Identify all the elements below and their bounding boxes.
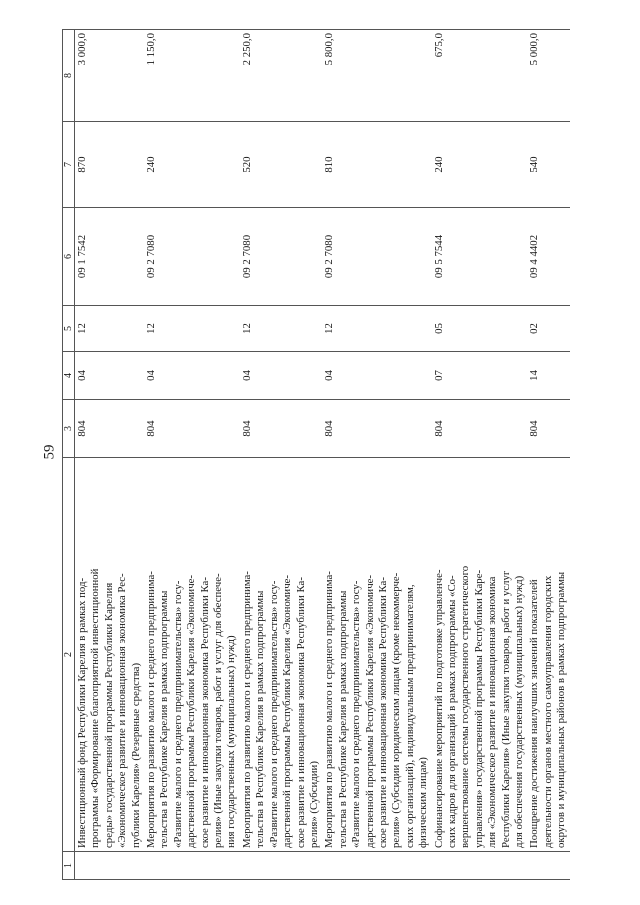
cell-section: 04 <box>75 352 145 400</box>
cell-col-1 <box>240 852 322 880</box>
cell-subsection: 02 <box>527 306 569 352</box>
cell-ministry: 804 <box>527 400 569 458</box>
cell-amount: 2 250,0 <box>240 30 322 122</box>
cell-expense-type: 240 <box>432 122 528 208</box>
cell-section: 04 <box>322 352 431 400</box>
cell-amount: 3 000,0 <box>75 30 145 122</box>
cell-amount: 675,0 <box>432 30 528 122</box>
cell-target-article: 09 2 7080 <box>144 208 240 306</box>
table-row <box>240 30 322 880</box>
cell-section: 07 <box>432 352 528 400</box>
cell-subsection: 12 <box>75 306 145 352</box>
cell-col-1 <box>144 852 240 880</box>
cell-col-1 <box>432 852 528 880</box>
cell-description: Мероприятия по развитию малого и среднего предпринима- тельства в Республике Карелия в рамках подпрограммы «Развитие малого и среднего предпринимательства» госу- дарственной программы Республики Карелия «Экономиче- ское развитие и инновационная экономика Республики Ка- релия» (Иные закупки товаров, работ и услуг для обеспече- ния государственных (муниципальных) нужд) <box>144 458 240 852</box>
cell-description: Инвестиционный фонд Республики Карелия в рамках под- программы «Формирование благоприятной инвестиционной среды» государственной программы Республики Карелия «Экономическое развитие и инновационная экономика Рес- публики Карелия» (Резервные средства) <box>75 458 145 852</box>
cell-subsection: 12 <box>322 306 431 352</box>
rotated-page-content <box>62 30 570 880</box>
cell-description: Мероприятия по развитию малого и среднего предпринима- тельства в Республике Карелия в рамках подпрограммы «Развитие малого и среднего предпринимательства» госу- дарственной программы Республики Карелия «Экономиче- ское развитие и инновационная экономика Республики Ка- релия» (Субсидии юридическим лицам (кроме некоммерче- ских организаций), индивидуальным предпринимателям, физическим лицам) <box>322 458 431 852</box>
cell-col-1 <box>322 852 431 880</box>
table-row <box>322 30 431 880</box>
cell-expense-type: 810 <box>322 122 431 208</box>
table-row <box>75 30 145 880</box>
table-row <box>144 30 240 880</box>
cell-col-1 <box>75 852 145 880</box>
cell-expense-type: 240 <box>144 122 240 208</box>
cell-amount: 1 150,0 <box>144 30 240 122</box>
cell-subsection: 05 <box>432 306 528 352</box>
cell-amount: 5 800,0 <box>322 30 431 122</box>
cell-section: 04 <box>144 352 240 400</box>
cell-section: 04 <box>240 352 322 400</box>
header-col-5: 5 <box>63 306 75 352</box>
header-col-8: 8 <box>63 30 75 122</box>
table-row <box>527 30 569 880</box>
cell-target-article: 09 5 7544 <box>432 208 528 306</box>
cell-target-article: 09 2 7080 <box>322 208 431 306</box>
header-col-4: 4 <box>63 352 75 400</box>
cell-col-1 <box>527 852 569 880</box>
header-col-1: 1 <box>63 852 75 880</box>
header-col-3: 3 <box>63 400 75 458</box>
cell-expense-type: 520 <box>240 122 322 208</box>
cell-ministry: 804 <box>432 400 528 458</box>
cell-description: Поощрение достижения наилучших значений показателей деятельности органов местного самоуправления городских округов и муниципальных районов в рамках подпрограммы <box>527 458 569 852</box>
cell-amount: 5 000,0 <box>527 30 569 122</box>
cell-expense-type: 540 <box>527 122 569 208</box>
cell-target-article: 09 2 7080 <box>240 208 322 306</box>
page-number: 59 <box>41 444 58 460</box>
cell-target-article: 09 4 4402 <box>527 208 569 306</box>
cell-description: Софинансирование мероприятий по подготовке управленче- ских кадров для организаций в рамках подпрограммы «Со- вершенствование системы государственного стратегического управления» государственной программы Республики Каре- лия «Экономическое развитие и инновационная экономика Республики Карелия» (Иные закупки товаров, работ и услуг для обеспечения государственных (муниципальных) нужд) <box>432 458 528 852</box>
cell-ministry: 804 <box>144 400 240 458</box>
cell-expense-type: 870 <box>75 122 145 208</box>
cell-description: Мероприятия по развитию малого и среднего предпринима- тельства в Республике Карелия в рамках подпрограммы «Развитие малого и среднего предпринимательства» госу- дарственной программы Республики Карелия «Экономиче- ское развитие и инновационная экономика Республики Ка- релия» (Субсидии) <box>240 458 322 852</box>
header-col-6: 6 <box>63 208 75 306</box>
cell-subsection: 12 <box>240 306 322 352</box>
cell-target-article: 09 1 7542 <box>75 208 145 306</box>
cell-ministry: 804 <box>75 400 145 458</box>
cell-section: 14 <box>527 352 569 400</box>
table-row <box>432 30 528 880</box>
cell-subsection: 12 <box>144 306 240 352</box>
header-col-2: 2 <box>63 458 75 852</box>
cell-ministry: 804 <box>322 400 431 458</box>
header-col-7: 7 <box>63 122 75 208</box>
table-header-row <box>63 30 75 880</box>
cell-ministry: 804 <box>240 400 322 458</box>
budget-table <box>62 29 570 880</box>
